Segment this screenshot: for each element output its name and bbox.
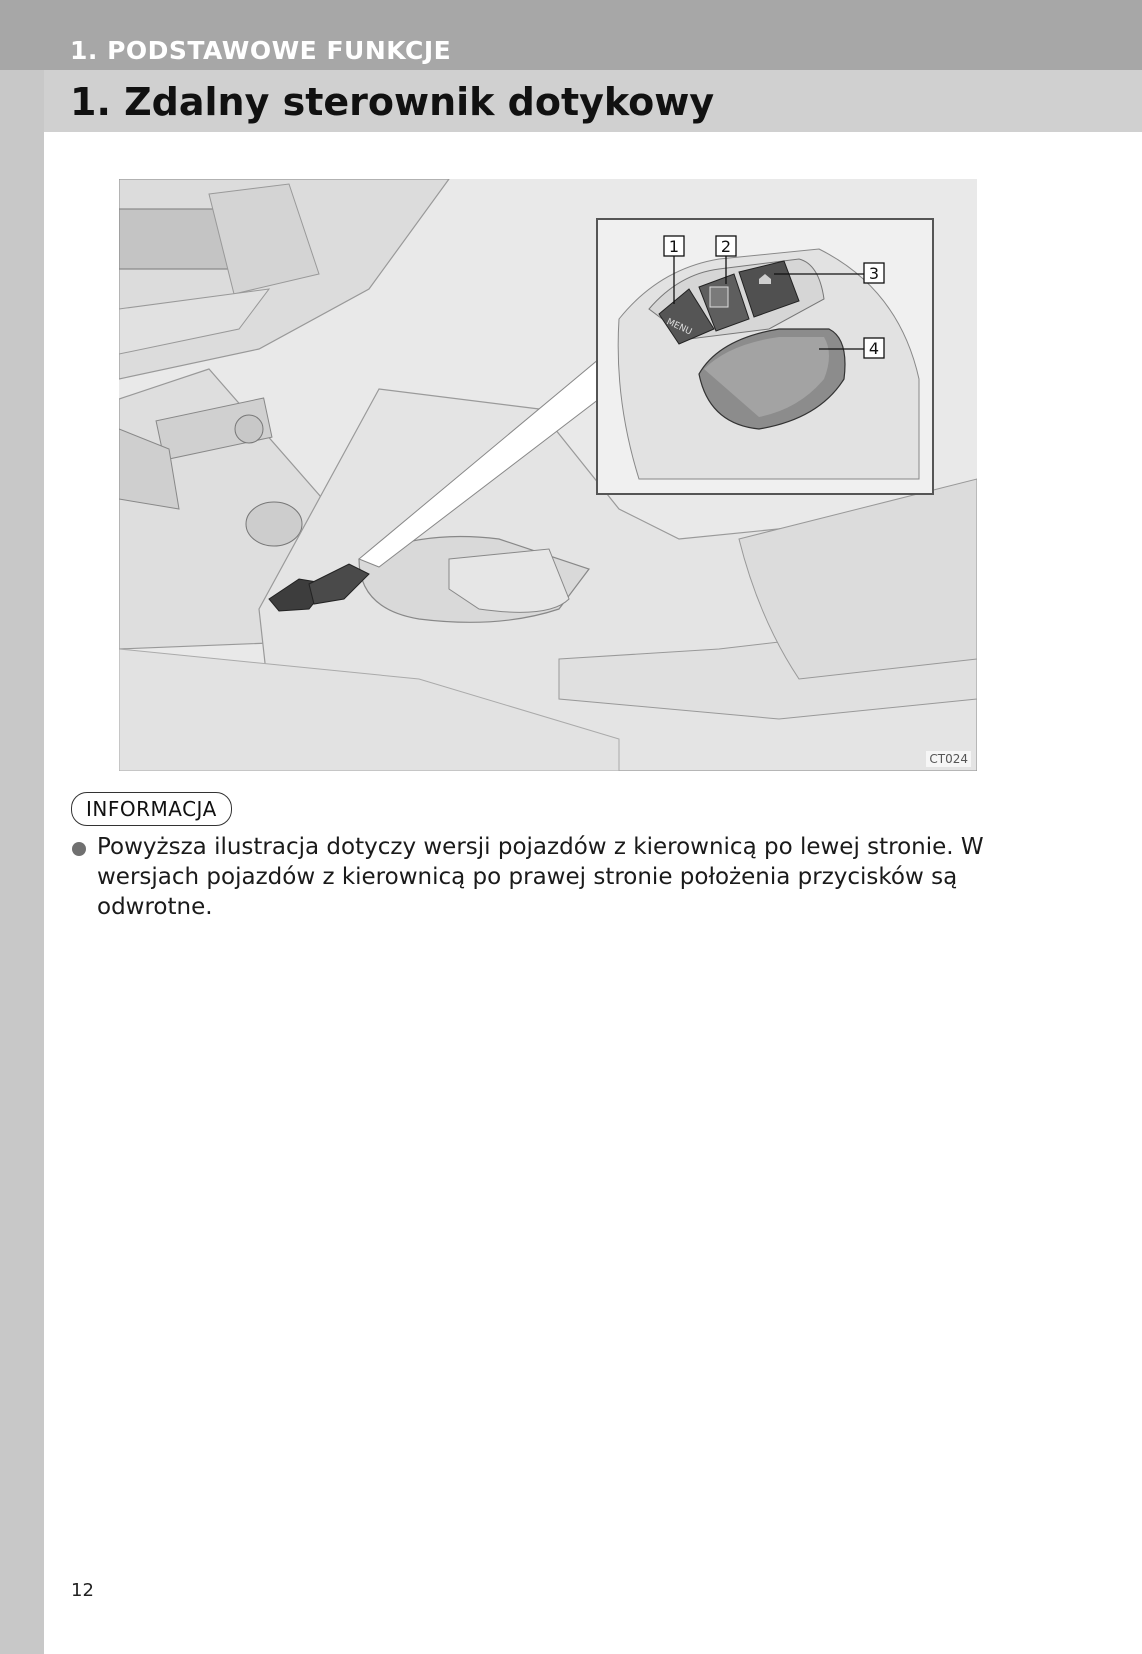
illustration-drawing — [119, 179, 977, 771]
callout-2-label: 2 — [720, 237, 732, 256]
callout-4 — [864, 338, 884, 358]
left-margin-strip — [0, 0, 44, 1654]
figure-code: CT024 — [926, 751, 971, 767]
page-title: 1. Zdalny sterownik dotykowy — [70, 80, 715, 124]
menu-button-label: MENU — [664, 317, 694, 338]
callout-4-label: 4 — [868, 339, 880, 358]
page-number: 12 — [71, 1580, 94, 1601]
callout-2 — [716, 236, 736, 256]
section-label: 1. PODSTAWOWE FUNKCJE — [70, 36, 452, 65]
callout-3 — [864, 263, 884, 283]
info-text: Powyższa ilustracja dotyczy wersji pojazdów z kierownicą po lewej stronie. W wersjach pojazdów z kierownicą po prawej stronie położenia przycisków są odwrotne. — [97, 834, 984, 920]
callout-1 — [664, 236, 684, 256]
info-badge: INFORMACJA — [71, 792, 232, 826]
bullet-icon — [72, 842, 86, 856]
callout-3-label: 3 — [868, 264, 880, 283]
remote-touch-illustration — [119, 179, 977, 771]
callout-1-label: 1 — [668, 237, 680, 256]
